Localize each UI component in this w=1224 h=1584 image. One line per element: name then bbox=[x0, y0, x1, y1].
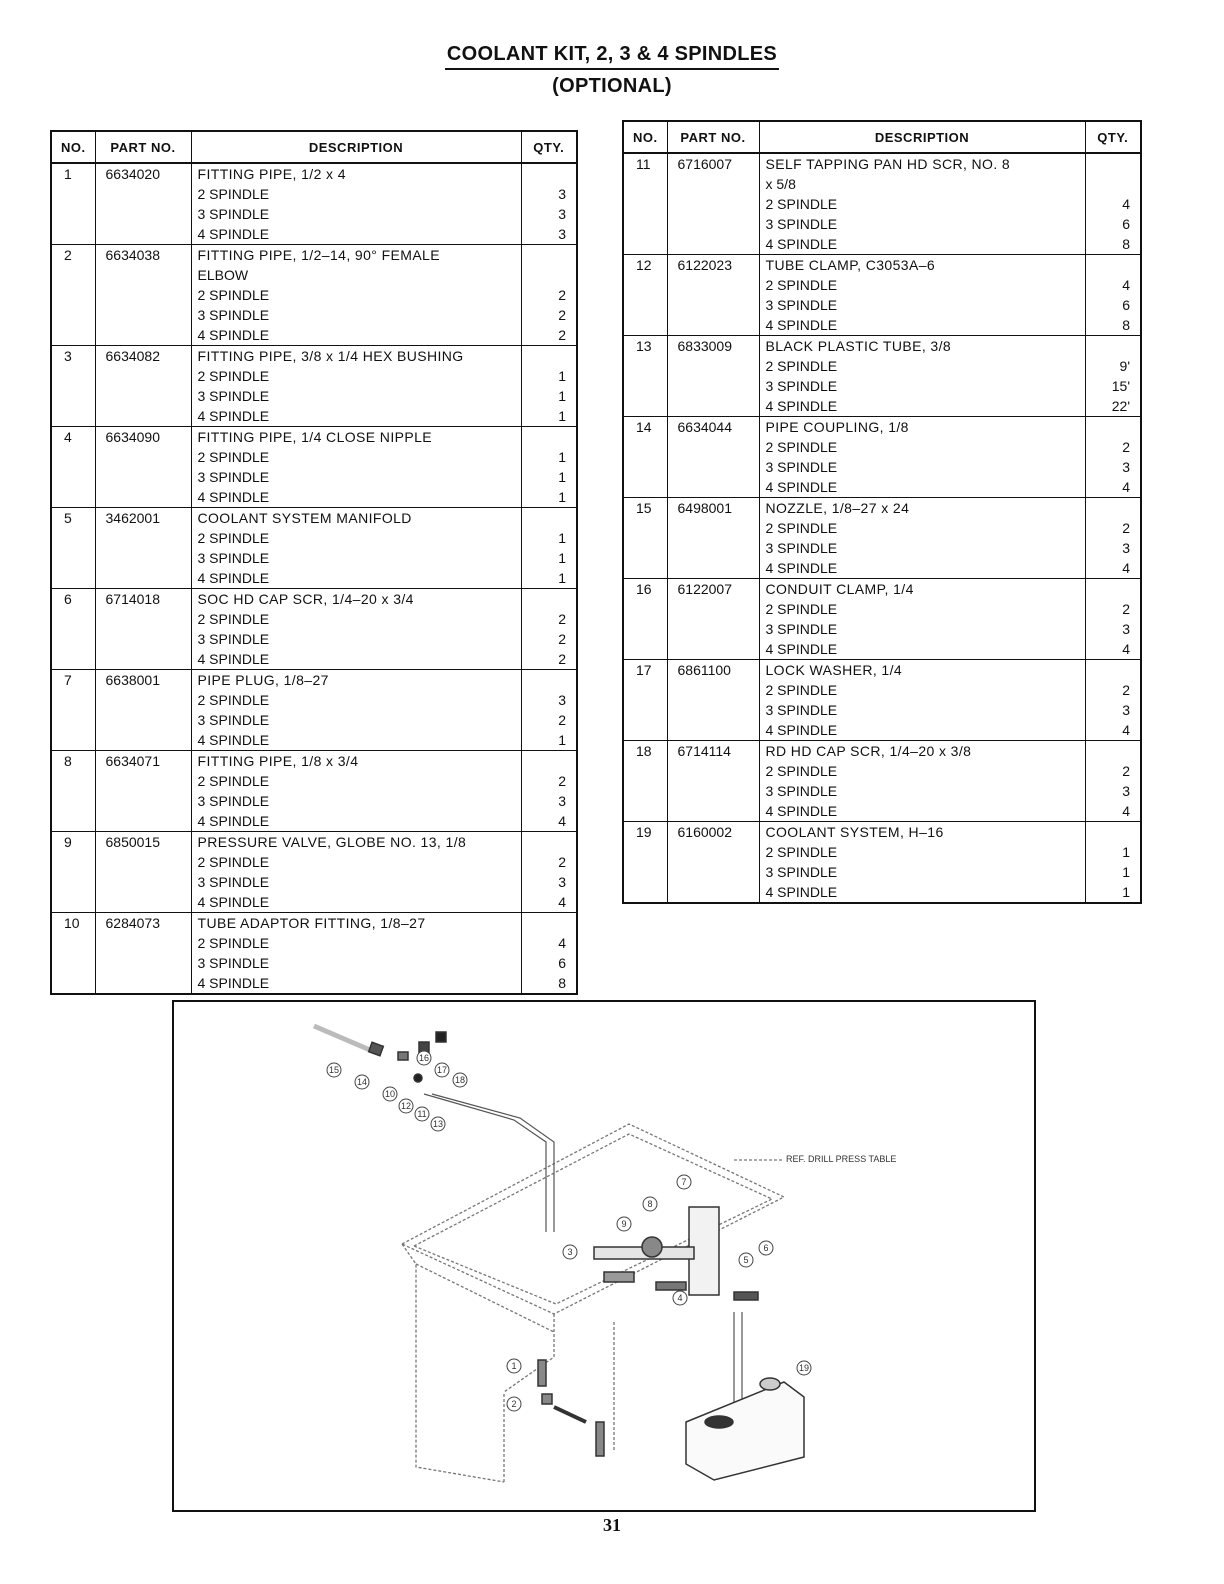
description-text: FITTING PIPE, 1/4 CLOSE NIPPLE bbox=[197, 429, 433, 445]
description-line: 2 SPINDLE bbox=[197, 773, 270, 789]
quantity-value: 2 bbox=[558, 651, 566, 667]
item-number: 8 bbox=[51, 751, 95, 832]
description-line: 2 SPINDLE bbox=[197, 854, 270, 870]
quantity-value: 2 bbox=[1122, 763, 1130, 779]
description-line: 3 SPINDLE bbox=[197, 874, 270, 890]
callout-label: 10 bbox=[384, 1089, 396, 1099]
quantity-value: 2 bbox=[558, 307, 566, 323]
quantity-value bbox=[1092, 154, 1131, 174]
quantity-value bbox=[1092, 741, 1131, 761]
description-line: 2 SPINDLE bbox=[197, 935, 270, 951]
callout-label: 2 bbox=[511, 1399, 517, 1409]
quantity-value: 22' bbox=[1111, 398, 1130, 414]
exploded-diagram bbox=[172, 1000, 1036, 1512]
quantity-value bbox=[528, 913, 567, 933]
diagram-drawing bbox=[174, 1002, 1034, 1510]
quantity-cell bbox=[521, 427, 577, 508]
description-line: 2 SPINDLE bbox=[765, 277, 838, 293]
quantity-value: 1 bbox=[558, 368, 566, 384]
item-number: 15 bbox=[623, 498, 667, 579]
parts-table-left-body bbox=[51, 163, 577, 994]
part-number: 6833009 bbox=[667, 336, 759, 417]
part-number: 6861100 bbox=[667, 660, 759, 741]
header-qty: QTY. bbox=[521, 131, 577, 163]
description-line: 3 SPINDLE bbox=[765, 702, 838, 718]
description-line: 4 SPINDLE bbox=[197, 327, 270, 343]
quantity-value bbox=[528, 427, 567, 447]
callout-label: 13 bbox=[432, 1119, 444, 1129]
part-number: 6716007 bbox=[667, 153, 759, 255]
table-row bbox=[623, 579, 1141, 660]
item-number: 2 bbox=[51, 245, 95, 346]
callout-group bbox=[327, 1051, 811, 1411]
quantity-cell bbox=[1085, 417, 1141, 498]
description-line: 2 SPINDLE bbox=[765, 439, 838, 455]
quantity-value: 3 bbox=[558, 186, 566, 202]
quantity-value: 1 bbox=[1122, 864, 1130, 880]
item-number: 10 bbox=[51, 913, 95, 995]
quantity-cell bbox=[521, 913, 577, 995]
quantity-cell bbox=[521, 508, 577, 589]
callout-label: 9 bbox=[621, 1219, 627, 1229]
part-number: 6638001 bbox=[95, 670, 191, 751]
quantity-value bbox=[1092, 579, 1131, 599]
description-text: COOLANT SYSTEM MANIFOLD bbox=[197, 510, 412, 526]
quantity-value: 2 bbox=[1122, 439, 1130, 455]
table-row bbox=[623, 660, 1141, 741]
item-number: 17 bbox=[623, 660, 667, 741]
item-number: 13 bbox=[623, 336, 667, 417]
part-number: 3462001 bbox=[95, 508, 191, 589]
description-line: 2 SPINDLE bbox=[197, 186, 270, 202]
description-cell bbox=[191, 832, 521, 913]
callout-label: 11 bbox=[417, 1109, 427, 1119]
part-number: 6634044 bbox=[667, 417, 759, 498]
description-line: 3 SPINDLE bbox=[197, 206, 270, 222]
quantity-value: 6 bbox=[1122, 216, 1130, 232]
coolant-reservoir bbox=[686, 1378, 804, 1480]
description-cell bbox=[759, 336, 1085, 417]
quantity-cell bbox=[1085, 153, 1141, 255]
description-text: NOZZLE, 1/8–27 x 24 bbox=[765, 500, 910, 516]
description-line: 2 SPINDLE bbox=[765, 196, 838, 212]
item-number: 5 bbox=[51, 508, 95, 589]
callout-label: 6 bbox=[763, 1243, 769, 1253]
description-line: 4 SPINDLE bbox=[197, 732, 270, 748]
description-line: 2 SPINDLE bbox=[197, 287, 270, 303]
header-no: NO. bbox=[623, 121, 667, 153]
quantity-value: 1 bbox=[558, 388, 566, 404]
callout-label: 3 bbox=[567, 1247, 573, 1257]
description-text: FITTING PIPE, 1/8 x 3/4 bbox=[197, 753, 359, 769]
quantity-value: 3 bbox=[1122, 783, 1130, 799]
part-number: 6634082 bbox=[95, 346, 191, 427]
quantity-value: 3 bbox=[558, 874, 566, 890]
item-number: 1 bbox=[51, 163, 95, 245]
quantity-value: 4 bbox=[1122, 196, 1130, 212]
description-text: LOCK WASHER, 1/4 bbox=[765, 662, 903, 678]
quantity-value: 2 bbox=[558, 712, 566, 728]
description-line: 4 SPINDLE bbox=[197, 489, 270, 505]
quantity-value: 2 bbox=[1122, 601, 1130, 617]
quantity-value: 2 bbox=[1122, 520, 1130, 536]
description-line: 4 SPINDLE bbox=[765, 236, 838, 252]
quantity-value: 6 bbox=[1122, 297, 1130, 313]
table-row bbox=[623, 498, 1141, 579]
quantity-value: 4 bbox=[558, 935, 566, 951]
quantity-value: 4 bbox=[1122, 641, 1130, 657]
header-description: DESCRIPTION bbox=[759, 121, 1085, 153]
quantity-cell bbox=[1085, 498, 1141, 579]
quantity-value bbox=[528, 751, 567, 771]
header-no: NO. bbox=[51, 131, 95, 163]
description-line: 2 SPINDLE bbox=[765, 520, 838, 536]
part-number: 6634038 bbox=[95, 245, 191, 346]
item-number: 11 bbox=[623, 153, 667, 255]
part-number: 6122007 bbox=[667, 579, 759, 660]
quantity-value: 2 bbox=[558, 287, 566, 303]
quantity-cell bbox=[1085, 255, 1141, 336]
description-text: PRESSURE VALVE, GLOBE NO. 13, 1/8 bbox=[197, 834, 467, 850]
description-line: 4 SPINDLE bbox=[765, 479, 838, 495]
quantity-cell bbox=[1085, 822, 1141, 904]
quantity-value: 8 bbox=[1122, 236, 1130, 252]
quantity-value: 4 bbox=[558, 894, 566, 910]
quantity-value: 4 bbox=[558, 813, 566, 829]
lower-fittings bbox=[538, 1360, 604, 1456]
quantity-value: 3 bbox=[1122, 702, 1130, 718]
callout-label: 5 bbox=[743, 1255, 749, 1265]
description-line: 3 SPINDLE bbox=[197, 550, 270, 566]
description-line: 3 SPINDLE bbox=[197, 955, 270, 971]
description-text: COOLANT SYSTEM, H–16 bbox=[765, 824, 944, 840]
description-line: 4 SPINDLE bbox=[765, 722, 838, 738]
quantity-value: 1 bbox=[558, 408, 566, 424]
quantity-value bbox=[1092, 255, 1131, 275]
table-row bbox=[623, 255, 1141, 336]
part-number: 6634071 bbox=[95, 751, 191, 832]
quantity-value bbox=[1092, 174, 1131, 194]
quantity-value: 1 bbox=[558, 732, 566, 748]
table-row bbox=[623, 822, 1141, 904]
description-line: 2 SPINDLE bbox=[197, 449, 270, 465]
description-cell bbox=[191, 346, 521, 427]
description-line: 2 SPINDLE bbox=[765, 682, 838, 698]
quantity-value: 1 bbox=[558, 550, 566, 566]
ref-label: REF. DRILL PRESS TABLE bbox=[786, 1154, 897, 1164]
parts-table-left bbox=[50, 130, 578, 995]
item-number: 3 bbox=[51, 346, 95, 427]
quantity-value: 2 bbox=[558, 631, 566, 647]
quantity-value bbox=[1092, 417, 1131, 437]
page-number: 31 bbox=[603, 1515, 621, 1535]
description-line: 3 SPINDLE bbox=[765, 783, 838, 799]
table-row bbox=[51, 832, 577, 913]
table-row bbox=[51, 245, 577, 346]
quantity-value: 3 bbox=[558, 226, 566, 242]
description-line: 2 SPINDLE bbox=[765, 601, 838, 617]
description-line: 4 SPINDLE bbox=[765, 398, 838, 414]
table-row bbox=[51, 913, 577, 995]
description-line: 3 SPINDLE bbox=[765, 378, 838, 394]
quantity-cell bbox=[1085, 741, 1141, 822]
quantity-value bbox=[528, 832, 567, 852]
quantity-value: 2 bbox=[558, 854, 566, 870]
quantity-value: 15' bbox=[1111, 378, 1130, 394]
description-text: FITTING PIPE, 1/2 x 4 bbox=[197, 166, 346, 182]
description-line: 3 SPINDLE bbox=[765, 216, 838, 232]
item-number: 18 bbox=[623, 741, 667, 822]
quantity-value: 9' bbox=[1119, 358, 1130, 374]
description-line: 4 SPINDLE bbox=[197, 226, 270, 242]
quantity-value: 8 bbox=[558, 975, 566, 991]
description-cell bbox=[759, 153, 1085, 255]
table-row bbox=[51, 346, 577, 427]
callout-label: 19 bbox=[798, 1363, 810, 1373]
description-line: 3 SPINDLE bbox=[197, 793, 270, 809]
parts-table-right bbox=[622, 120, 1142, 904]
quantity-value: 2 bbox=[558, 327, 566, 343]
description-line: 4 SPINDLE bbox=[765, 560, 838, 576]
description-line: 2 SPINDLE bbox=[765, 763, 838, 779]
table-header-row bbox=[623, 121, 1141, 153]
table-row bbox=[623, 153, 1141, 255]
table-row bbox=[623, 741, 1141, 822]
description-cell bbox=[191, 427, 521, 508]
description-line: 4 SPINDLE bbox=[197, 975, 270, 991]
description-text: SELF TAPPING PAN HD SCR, NO. 8 bbox=[765, 156, 1011, 172]
header-part-no: PART NO. bbox=[95, 131, 191, 163]
description-line: 4 SPINDLE bbox=[197, 570, 270, 586]
quantity-value: 1 bbox=[558, 530, 566, 546]
description-cell bbox=[759, 255, 1085, 336]
description-text: RD HD CAP SCR, 1/4–20 x 3/8 bbox=[765, 743, 972, 759]
quantity-value bbox=[1092, 660, 1131, 680]
description-text: SOC HD CAP SCR, 1/4–20 x 3/4 bbox=[197, 591, 414, 607]
description-line: 4 SPINDLE bbox=[197, 894, 270, 910]
quantity-cell bbox=[1085, 660, 1141, 741]
description-text: FITTING PIPE, 3/8 x 1/4 HEX BUSHING bbox=[197, 348, 464, 364]
description-line: 2 SPINDLE bbox=[197, 692, 270, 708]
parts-table-right-body bbox=[623, 153, 1141, 903]
quantity-value: 1 bbox=[1122, 884, 1130, 900]
quantity-value: 4 bbox=[1122, 277, 1130, 293]
quantity-value: 4 bbox=[1122, 722, 1130, 738]
table-row bbox=[51, 508, 577, 589]
table-header-row bbox=[51, 131, 577, 163]
description-cell bbox=[191, 508, 521, 589]
part-number: 6284073 bbox=[95, 913, 191, 995]
description-line: 4 SPINDLE bbox=[197, 813, 270, 829]
quantity-value bbox=[528, 265, 567, 285]
quantity-value: 4 bbox=[1122, 560, 1130, 576]
quantity-value: 3 bbox=[558, 206, 566, 222]
quantity-value: 2 bbox=[1122, 682, 1130, 698]
description-cell bbox=[759, 498, 1085, 579]
description-line: 4 SPINDLE bbox=[765, 317, 838, 333]
description-line: 2 SPINDLE bbox=[765, 358, 838, 374]
description-line: 4 SPINDLE bbox=[765, 803, 838, 819]
quantity-value: 1 bbox=[1122, 844, 1130, 860]
description-cell bbox=[191, 589, 521, 670]
header-qty: QTY. bbox=[1085, 121, 1141, 153]
description-line: 4 SPINDLE bbox=[197, 651, 270, 667]
table-row bbox=[51, 163, 577, 245]
description-cell bbox=[759, 741, 1085, 822]
description-line: 3 SPINDLE bbox=[765, 297, 838, 313]
description-text: TUBE ADAPTOR FITTING, 1/8–27 bbox=[197, 915, 426, 931]
page-subtitle: (OPTIONAL) bbox=[552, 75, 672, 97]
description-cell bbox=[759, 417, 1085, 498]
description-text: CONDUIT CLAMP, 1/4 bbox=[765, 581, 914, 597]
part-number: 6850015 bbox=[95, 832, 191, 913]
header-part-no: PART NO. bbox=[667, 121, 759, 153]
callout-label: 17 bbox=[436, 1065, 448, 1075]
table-row bbox=[51, 589, 577, 670]
quantity-value: 1 bbox=[558, 469, 566, 485]
quantity-cell bbox=[1085, 336, 1141, 417]
page-title: COOLANT KIT, 2, 3 & 4 SPINDLES bbox=[445, 40, 779, 70]
quantity-value: 1 bbox=[558, 489, 566, 505]
description-line: x 5/8 bbox=[765, 176, 796, 192]
quantity-value: 8 bbox=[1122, 317, 1130, 333]
quantity-value bbox=[1092, 336, 1131, 356]
callout-label: 18 bbox=[454, 1075, 466, 1085]
callout-label: 16 bbox=[418, 1053, 430, 1063]
description-line: 3 SPINDLE bbox=[765, 621, 838, 637]
description-line: ELBOW bbox=[197, 267, 249, 283]
description-line: 3 SPINDLE bbox=[197, 388, 270, 404]
part-number: 6634020 bbox=[95, 163, 191, 245]
part-number: 6714114 bbox=[667, 741, 759, 822]
callout-label: 4 bbox=[677, 1293, 683, 1303]
item-number: 12 bbox=[623, 255, 667, 336]
description-text: PIPE COUPLING, 1/8 bbox=[765, 419, 909, 435]
description-text: FITTING PIPE, 1/2–14, 90° FEMALE bbox=[197, 247, 440, 263]
description-cell bbox=[759, 822, 1085, 904]
page-title-block bbox=[0, 40, 1224, 100]
part-number: 6498001 bbox=[667, 498, 759, 579]
description-line: 4 SPINDLE bbox=[765, 641, 838, 657]
quantity-value bbox=[528, 164, 567, 184]
quantity-cell bbox=[1085, 579, 1141, 660]
description-line: 3 SPINDLE bbox=[765, 459, 838, 475]
item-number: 7 bbox=[51, 670, 95, 751]
table-row bbox=[51, 427, 577, 508]
description-line: 4 SPINDLE bbox=[197, 408, 270, 424]
callout-label: 7 bbox=[681, 1177, 687, 1187]
quantity-value bbox=[528, 508, 567, 528]
quantity-cell bbox=[521, 589, 577, 670]
description-text: PIPE PLUG, 1/8–27 bbox=[197, 672, 329, 688]
table-row bbox=[51, 670, 577, 751]
callout-label: 1 bbox=[511, 1361, 517, 1371]
item-number: 16 bbox=[623, 579, 667, 660]
quantity-value: 6 bbox=[558, 955, 566, 971]
description-cell bbox=[191, 751, 521, 832]
description-line: 3 SPINDLE bbox=[197, 631, 270, 647]
part-number: 6714018 bbox=[95, 589, 191, 670]
part-number: 6634090 bbox=[95, 427, 191, 508]
quantity-cell bbox=[521, 751, 577, 832]
description-line: 3 SPINDLE bbox=[197, 712, 270, 728]
description-line: 3 SPINDLE bbox=[765, 864, 838, 880]
quantity-value: 3 bbox=[1122, 540, 1130, 556]
quantity-value: 3 bbox=[558, 692, 566, 708]
description-cell bbox=[191, 163, 521, 245]
description-cell bbox=[759, 579, 1085, 660]
part-number: 6160002 bbox=[667, 822, 759, 904]
callout-label: 8 bbox=[647, 1199, 653, 1209]
item-number: 6 bbox=[51, 589, 95, 670]
table-row bbox=[51, 751, 577, 832]
quantity-value: 4 bbox=[1122, 803, 1130, 819]
item-number: 4 bbox=[51, 427, 95, 508]
quantity-cell bbox=[521, 163, 577, 245]
quantity-value: 1 bbox=[558, 570, 566, 586]
description-cell bbox=[191, 913, 521, 995]
callout-label: 12 bbox=[400, 1101, 412, 1111]
callout-label: 14 bbox=[356, 1077, 368, 1087]
description-line: 2 SPINDLE bbox=[765, 844, 838, 860]
quantity-value: 2 bbox=[558, 773, 566, 789]
quantity-cell bbox=[521, 832, 577, 913]
quantity-value bbox=[1092, 822, 1131, 842]
header-description: DESCRIPTION bbox=[191, 131, 521, 163]
quantity-value: 3 bbox=[1122, 621, 1130, 637]
quantity-cell bbox=[521, 670, 577, 751]
quantity-value bbox=[528, 670, 567, 690]
description-line: 4 SPINDLE bbox=[765, 884, 838, 900]
description-line: 2 SPINDLE bbox=[197, 368, 270, 384]
quantity-value: 3 bbox=[558, 793, 566, 809]
quantity-cell bbox=[521, 346, 577, 427]
table-row bbox=[623, 336, 1141, 417]
table-row bbox=[623, 417, 1141, 498]
description-line: 2 SPINDLE bbox=[197, 530, 270, 546]
quantity-value: 2 bbox=[558, 611, 566, 627]
description-cell bbox=[759, 660, 1085, 741]
description-text: BLACK PLASTIC TUBE, 3/8 bbox=[765, 338, 952, 354]
callout-label: 15 bbox=[328, 1065, 340, 1075]
description-line: 3 SPINDLE bbox=[197, 469, 270, 485]
quantity-cell bbox=[521, 245, 577, 346]
quantity-value: 4 bbox=[1122, 479, 1130, 495]
description-cell bbox=[191, 245, 521, 346]
item-number: 19 bbox=[623, 822, 667, 904]
quantity-value bbox=[1092, 498, 1131, 518]
item-number: 9 bbox=[51, 832, 95, 913]
item-number: 14 bbox=[623, 417, 667, 498]
description-line: 3 SPINDLE bbox=[765, 540, 838, 556]
description-line: 3 SPINDLE bbox=[197, 307, 270, 323]
quantity-value: 3 bbox=[1122, 459, 1130, 475]
quantity-value bbox=[528, 346, 567, 366]
quantity-value bbox=[528, 245, 567, 265]
description-line: 2 SPINDLE bbox=[197, 611, 270, 627]
description-text: TUBE CLAMP, C3053A–6 bbox=[765, 257, 936, 273]
description-cell bbox=[191, 670, 521, 751]
part-number: 6122023 bbox=[667, 255, 759, 336]
quantity-value: 1 bbox=[558, 449, 566, 465]
quantity-value bbox=[528, 589, 567, 609]
